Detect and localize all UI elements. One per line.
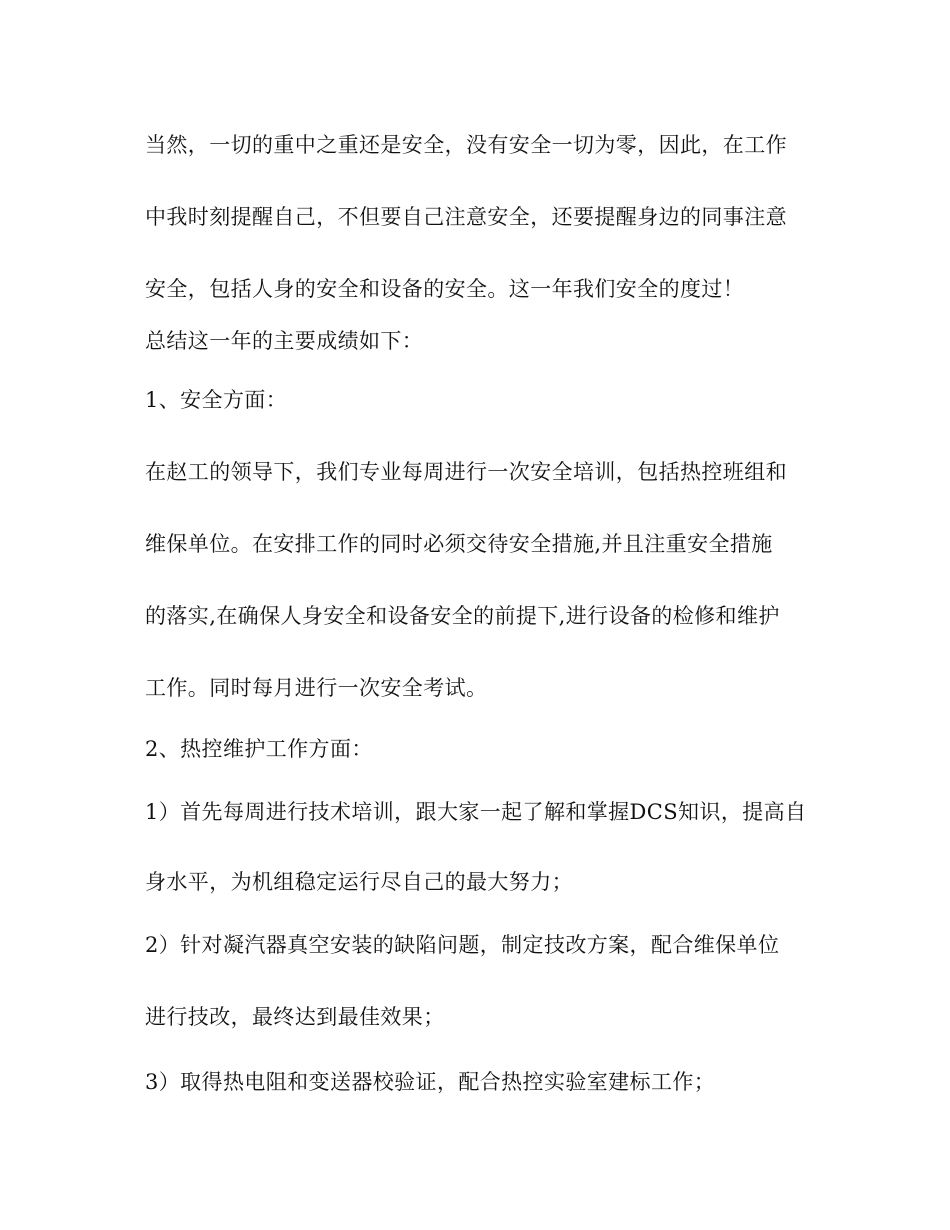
list-item-continuation: 进行技改，最终达到最佳效果； — [145, 1005, 445, 1029]
list-item: 2）针对凝汽器真空安装的缺陷问题，制定技改方案，配合维保单位 — [145, 933, 780, 957]
text-line: 当然，一切的重中之重还是安全，没有安全一切为零，因此，在工作 — [145, 133, 787, 157]
section-heading-safety: 1、安全方面： — [145, 388, 288, 412]
text-line: 中我时刻提醒自己，不但要自己注意安全，还要提醒身边的同事注意 — [145, 205, 787, 229]
text-line: 安全，包括人身的安全和设备的安全。这一年我们安全的度过！ — [145, 277, 745, 301]
text-line: 工作。同时每月进行一次安全考试。 — [145, 676, 488, 700]
list-item: 3）取得热电阻和变送器校验证，配合热控实验室建标工作； — [145, 1070, 716, 1094]
list-item: 1）首先每周进行技术培训，跟大家一起了解和掌握DCS知识，提高自 — [145, 800, 807, 824]
section-summary-heading: 总结这一年的主要成绩如下： — [145, 329, 424, 353]
text-line: 维保单位。在安排工作的同时必须交待安全措施,并且注重安全措施 — [145, 532, 773, 556]
section-heading-maintenance: 2、热控维护工作方面： — [145, 737, 373, 761]
text-line: 在赵工的领导下，我们专业每周进行一次安全培训，包括热控班组和 — [145, 460, 787, 484]
text-line: 的落实,在确保人身安全和设备安全的前提下,进行设备的检修和维护 — [145, 604, 780, 628]
list-item-continuation: 身水平，为机组稳定运行尽自己的最大努力； — [145, 870, 573, 894]
